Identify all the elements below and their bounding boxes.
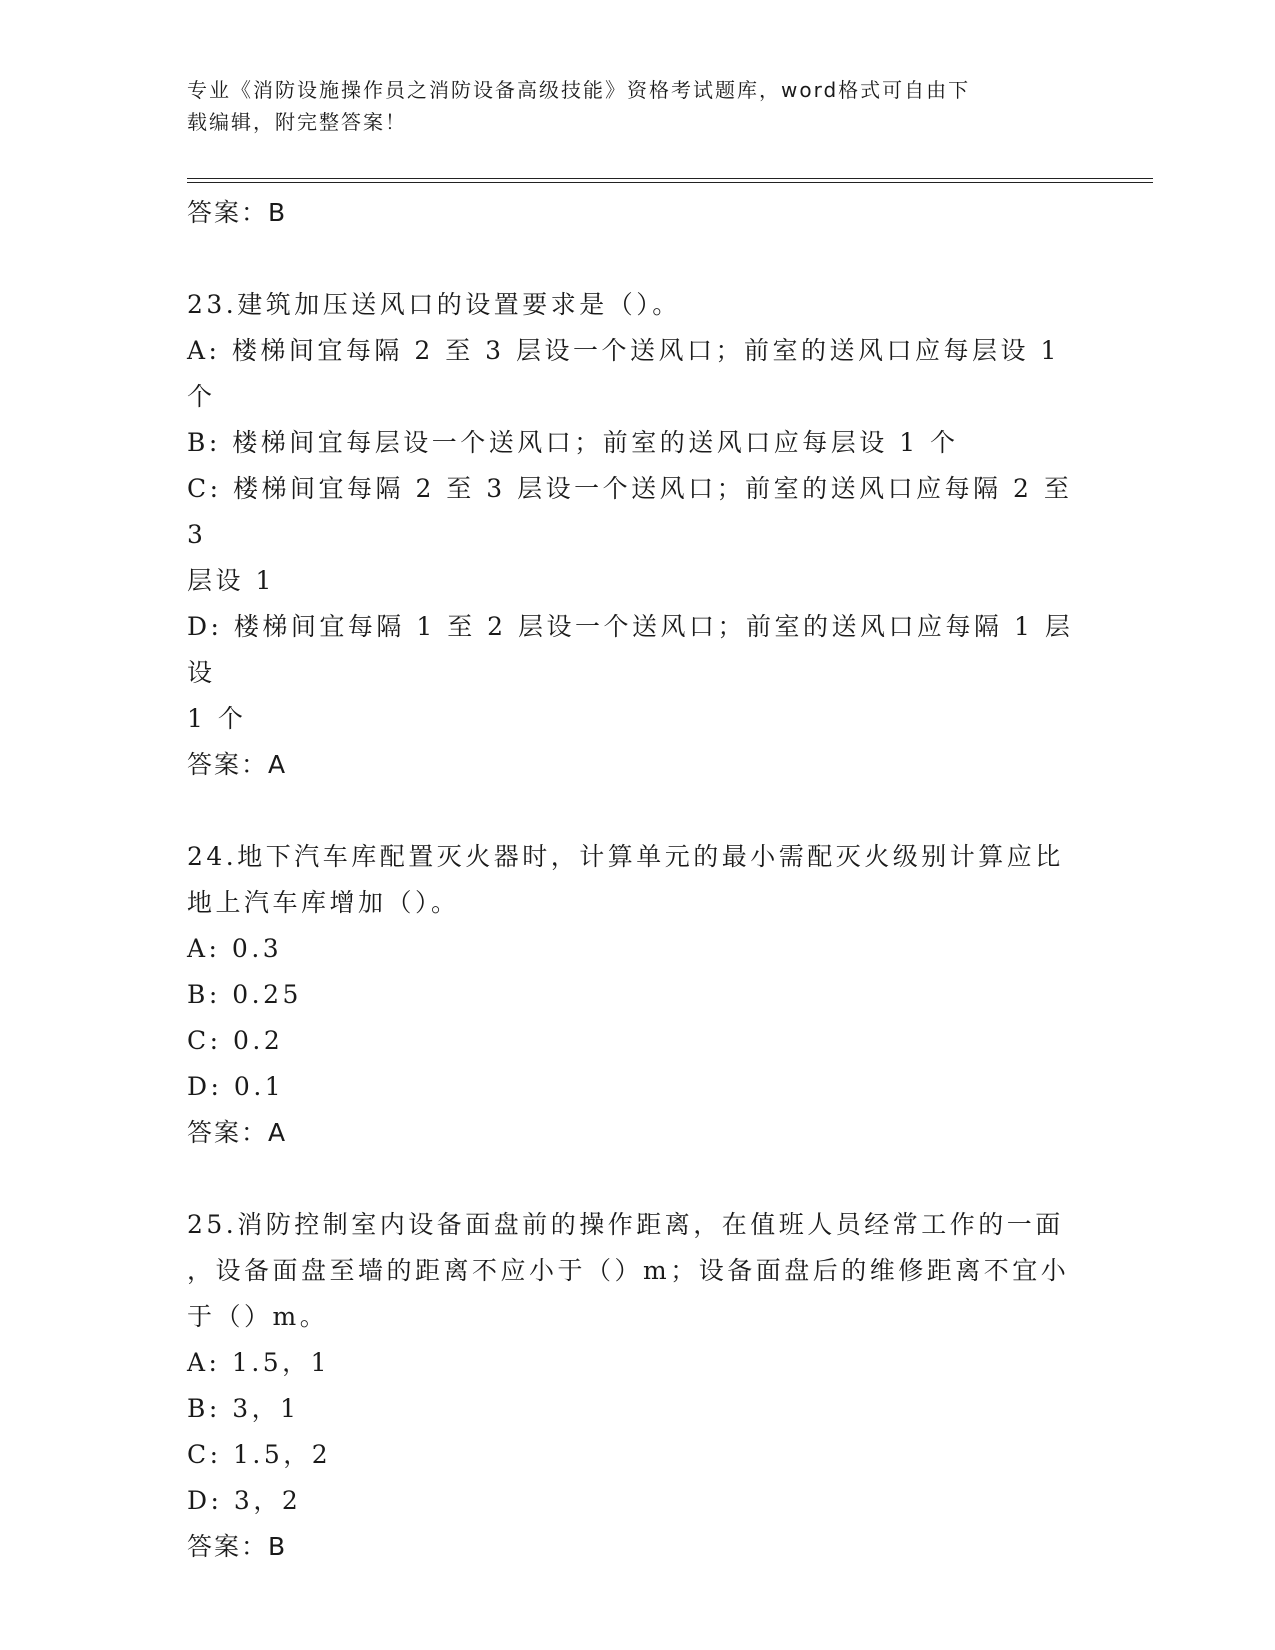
option-d: D: 0.1 [187,1072,285,1101]
header-line-1: 专业《消防设施操作员之消防设备高级技能》资格考试题库，word格式可自由下 [187,78,971,102]
option-d-continued: 1 个 [187,704,247,733]
question-stem: 23.建筑加压送风口的设置要求是（）。 [187,290,681,319]
document-header [187,74,1067,138]
option-a: A: 1.5，1 [187,1348,331,1377]
option-a: A: 楼梯间宜每隔 2 至 3 层设一个送风口；前室的送风口应每层设 1 个 [187,336,1072,411]
option-b: B: 0.25 [187,980,302,1009]
option-a: A: 0.3 [187,934,283,963]
option-c-continued: 层设 1 [187,566,275,595]
header-divider-bottom [187,182,1153,183]
answer: 答案：B [187,1532,288,1561]
header-line-2: 载编辑，附完整答案！ [187,110,407,134]
question-24 [187,834,1087,1156]
spacer [187,236,1087,282]
option-b: B: 楼梯间宜每层设一个送风口；前室的送风口应每层设 1 个 [187,428,959,457]
question-stem-continued: ，设备面盘至墙的距离不应小于（）m；设备面盘后的维修距离不宜小 [187,1256,1070,1285]
option-b: B: 3，1 [187,1394,300,1423]
answer: 答案：A [187,1118,288,1147]
question-25 [187,1202,1087,1570]
option-d: D: 楼梯间宜每隔 1 至 2 层设一个送风口；前室的送风口应每隔 1 层设 [187,612,1074,687]
question-23 [187,282,1087,788]
spacer [187,1156,1087,1202]
option-c: C: 1.5，2 [187,1440,332,1469]
question-stem: 24.地下汽车库配置灭火器时，计算单元的最小需配灭火级别计算应比 [187,842,1064,871]
header-divider-top [187,178,1153,179]
option-d: D: 3，2 [187,1486,302,1515]
question-stem: 25.消防控制室内设备面盘前的操作距离，在值班人员经常工作的一面 [187,1210,1064,1239]
answer: 答案：A [187,750,288,779]
previous-answer: 答案：B [187,198,288,227]
question-list [187,190,1087,1570]
option-c: C: 楼梯间宜每隔 2 至 3 层设一个送风口；前室的送风口应每隔 2 至 3 [187,474,1084,549]
option-c: C: 0.2 [187,1026,284,1055]
question-stem-continued: 地上汽车库增加（）。 [187,888,460,917]
spacer [187,788,1087,834]
question-stem-continued: 于（）m。 [187,1302,329,1331]
